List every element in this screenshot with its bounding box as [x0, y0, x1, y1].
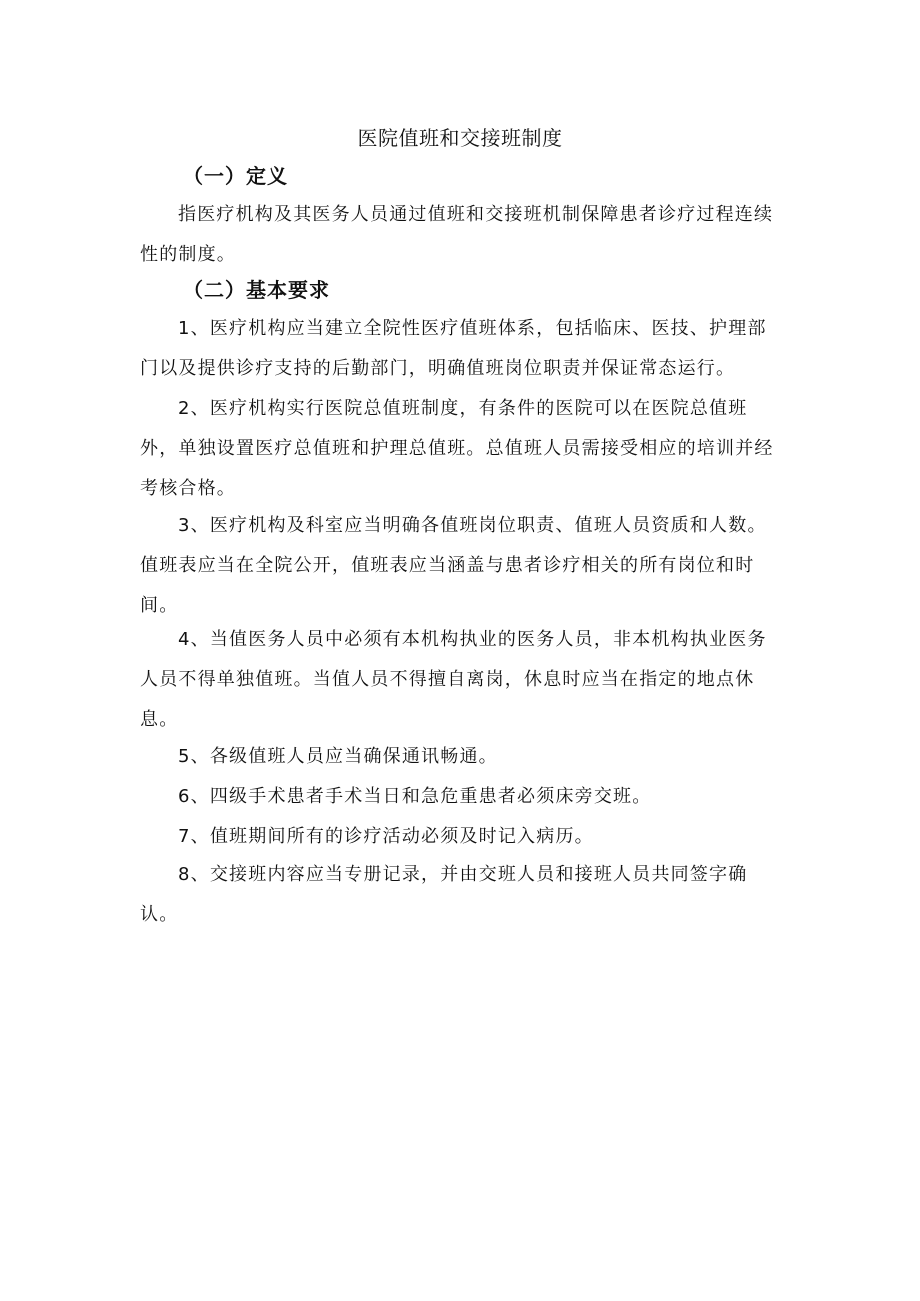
section-heading-definition: （一）定义 [183, 164, 288, 188]
requirement-item-8: 8、交接班内容应当专册记录，并由交班人员和接班人员共同签字确认。 [140, 864, 748, 925]
document-title: 医院值班和交接班制度 [357, 126, 563, 150]
requirement-item-6: 6、四级手术患者手术当日和急危重患者必须床旁交班。 [178, 786, 652, 807]
requirement-item-4: 4、当值医务人员中必须有本机构执业的医务人员，非本机构执业医务人员不得单独值班。当值人员不得擅自离岗，休息时应当在指定的地点休息。 [140, 629, 767, 730]
definition-paragraph: 指医疗机构及其医务人员通过值班和交接班机制保障患者诊疗过程连续性的制度。 [140, 204, 774, 265]
requirement-item-7: 7、值班期间所有的诊疗活动必须及时记入病历。 [178, 826, 594, 847]
requirement-item-5: 5、各级值班人员应当确保通讯畅通。 [178, 746, 498, 767]
requirement-item-3: 3、医疗机构及科室应当明确各值班岗位职责、值班人员资质和人数。值班表应当在全院公开，值班表应当涵盖与患者诊疗相关的所有岗位和时间。 [140, 515, 767, 616]
section-heading-basic-requirements: （二）基本要求 [183, 278, 330, 302]
requirement-item-2: 2、医疗机构实行医院总值班制度，有条件的医院可以在医院总值班外，单独设置医疗总值班和护理总值班。总值班人员需接受相应的培训并经考核合格。 [140, 398, 774, 499]
requirement-item-1: 1、医疗机构应当建立全院性医疗值班体系，包括临床、医技、护理部门以及提供诊疗支持的后勤部门，明确值班岗位职责并保证常态运行。 [140, 318, 767, 379]
